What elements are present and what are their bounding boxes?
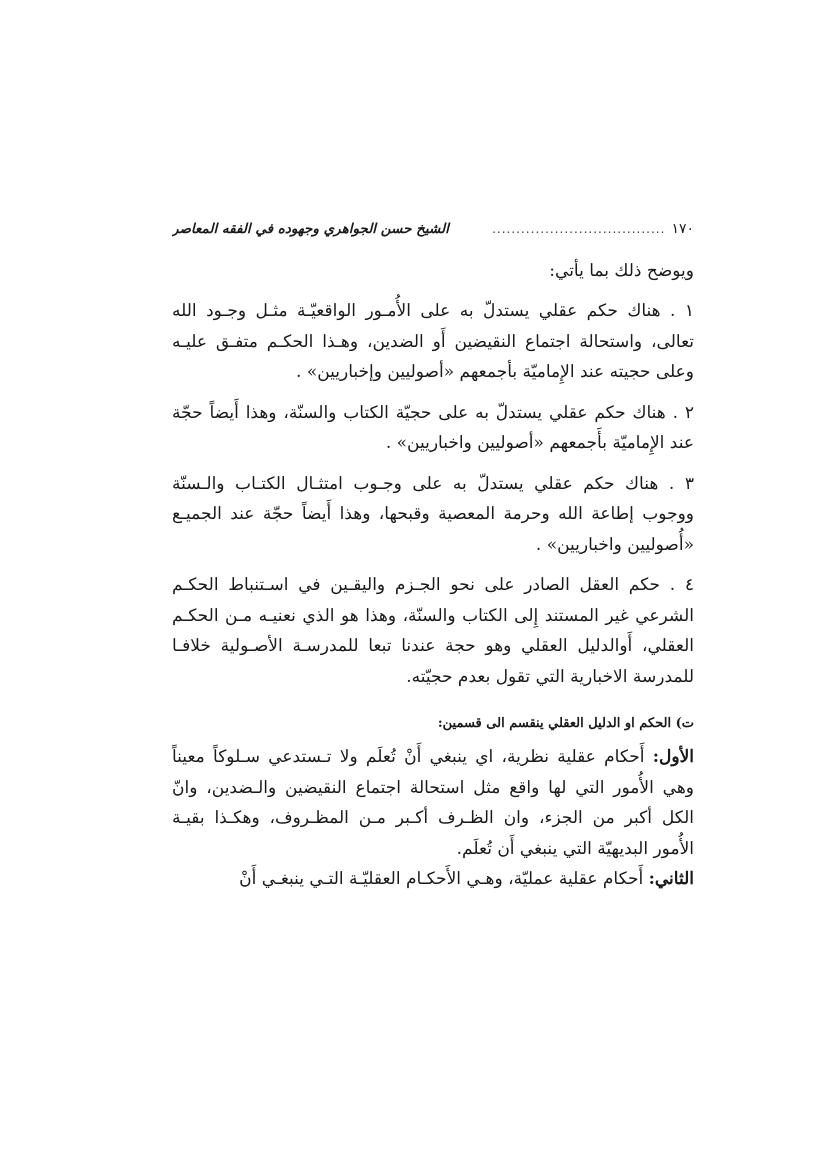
definition-term: الأول: [652,747,694,767]
definition-term: الثاني: [648,869,694,889]
definition-text: أَحكام عقلية عمليّة، وهـي الأَحكـام العقليّـة التـي ينبغـي أَنْ [239,869,649,889]
list-item-1: ١ . هناك حكم عقلي يستدلّ به على الأُمـور الواقعيّـة مثـل وجـود الله تعالى، واستحالة اجتماع النقيضين أَو الضدين، وهـذا الحكـم متفـق عليـه وعلى حجيته عند الإِماميّة بأجمعهم «أصوليين وإخباريين» . [172,301,694,382]
list-item-4: ٤ . حكم العقل الصادر على نحو الجـزم واليقـين في اسـتنباط الحكـم الشرعي غير المستند إِلى الكتاب والسنّة، وهذا هو الذي نعنيـه مـن الحكـم العقلي، أَوالدليل العقلي وهو حجة عندنا تبعا للمدرسـة الأصـولية خلافـا للمدرسة الاخبارية التي تقول بعدم حجيّته. [172,575,694,687]
definition-text: أَحكام عقلية نظرية، اي ينبغي أَنْ تُعلَم ولا تـستدعي سـلوكاً معيناً وهي الأُمور التي لها واقع مثل استحالة اجتماع النقيضين والـضدين، وانّ الكل أكبر من الجزء، وان الظـرف أكـبر مـن المظـروف، وهكـذا بقيـة الأُمور البديهيّة التي ينبغي أَن تُعلَم. [172,747,694,859]
page-number: ١٧٠ [671,221,694,237]
intro-line: ويوضح ذلك بما يأتي: [549,261,694,281]
header-leader-dots: .................................... [492,222,666,236]
definition-first [172,742,694,864]
document-page [172,218,694,895]
section-heading: ت) الحكم او الدليل العقلي ينقسم الى قسمين: [437,716,694,731]
list-item-2: ٢ . هناك حكم عقلي يستدلّ به على حجيّة الكتاب والسنّة، وهذا أَيضاً حجّة عند الإِماميّة بأَجمعهم «أصوليين واخباريين» . [172,402,694,453]
book-title: الشيخ حسن الجواهري وجهوده في الفقه المعاصر [172,221,449,237]
running-header [172,218,694,240]
list-item-3: ٣ . هناك حكم عقلي يستدلّ به على وجـوب امتثـال الكتـاب والـسنّة ووجوب إطاعة الله وحرمة المعصية وقبحها، وهذا أَيضاً حجّة عند الجميـع «أُصوليين واخباريين» . [172,473,694,555]
definition-second [172,864,694,895]
